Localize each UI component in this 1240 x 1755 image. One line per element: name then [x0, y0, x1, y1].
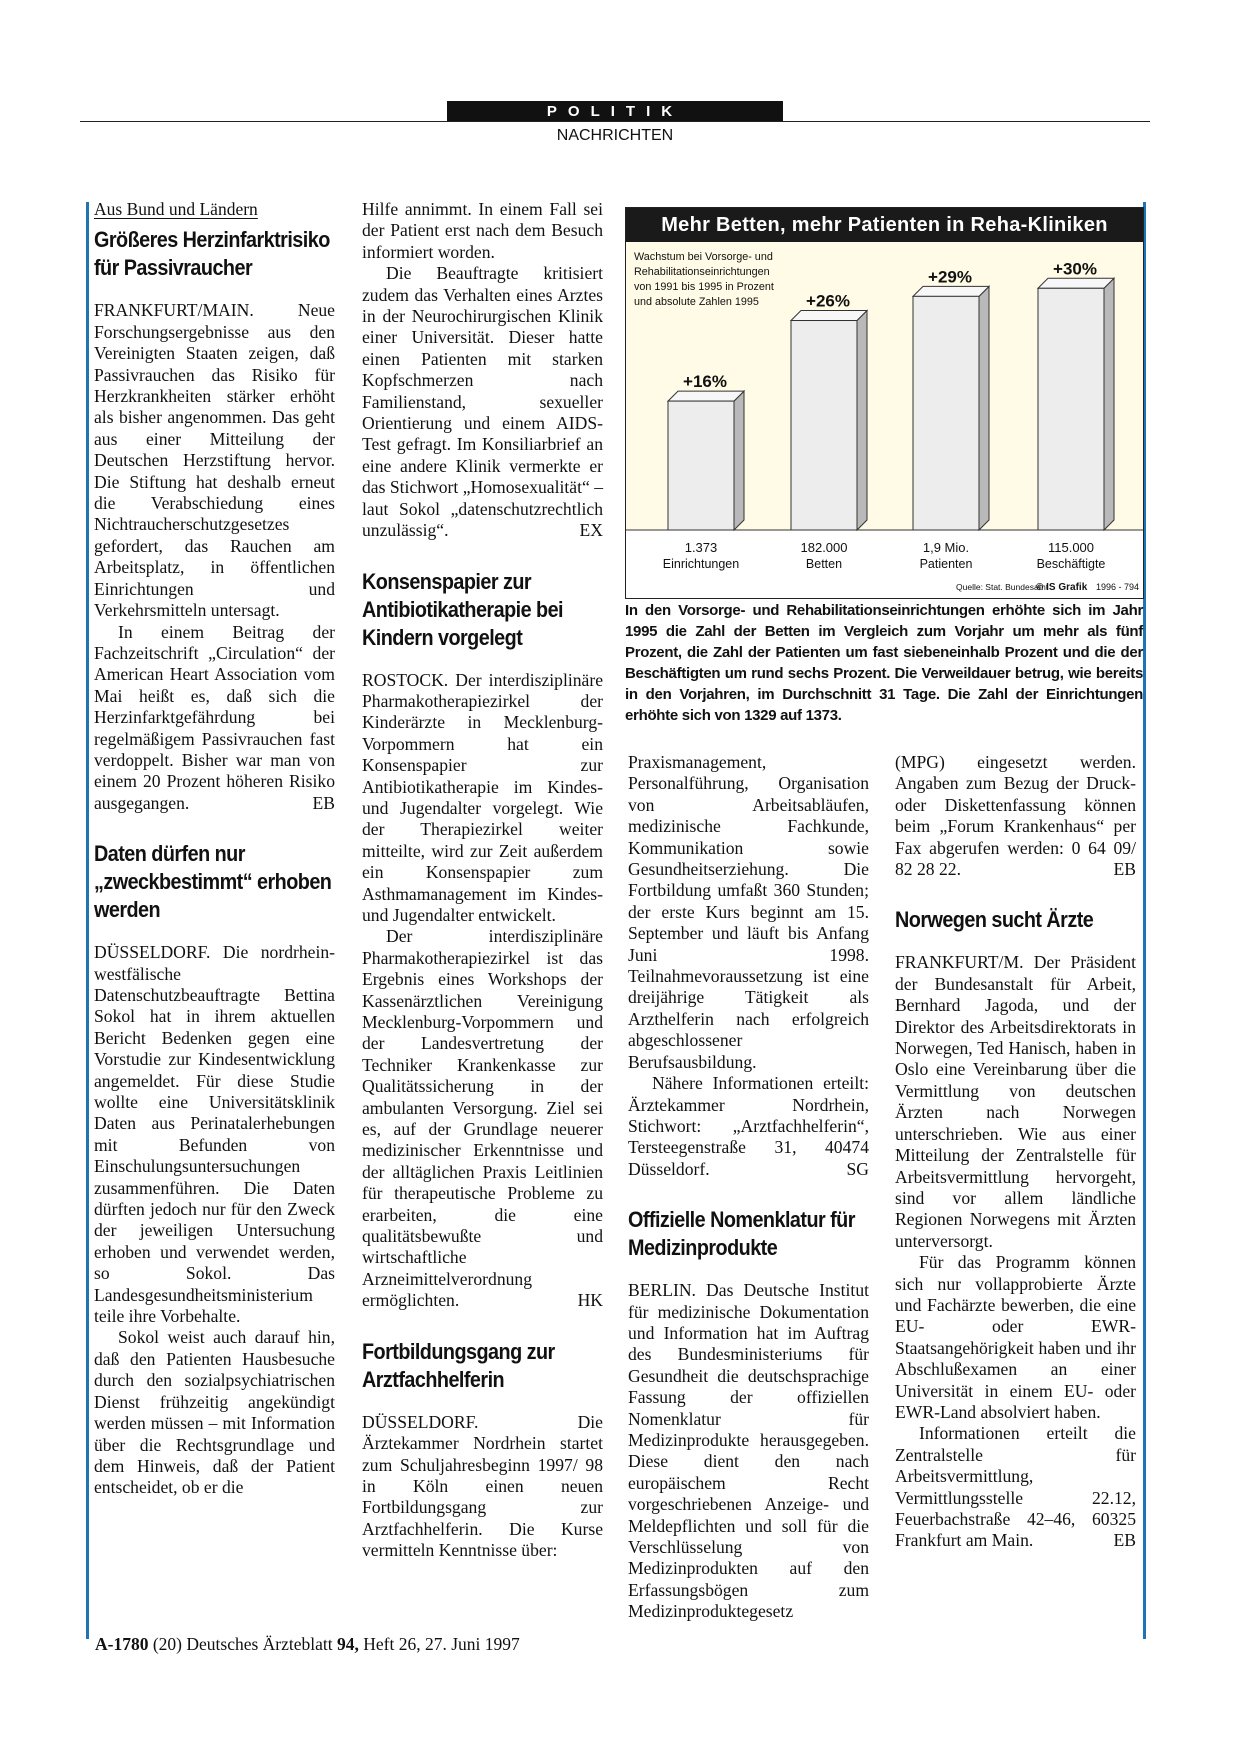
rubric: Aus Bund und Ländern — [94, 199, 258, 219]
category-label: Patienten — [919, 557, 973, 571]
bar-top — [1038, 278, 1114, 288]
headline-passivraucher: Größeres Herzinfarktrisiko für Passivraucher — [94, 227, 330, 281]
signature: HK — [577, 1290, 603, 1311]
absolute-label: 1,9 Mio. — [922, 540, 970, 555]
headline-nomenklatur: Offizielle Nomenklatur für Medizinprodukte — [628, 1207, 855, 1261]
signature: EB — [1113, 1530, 1136, 1551]
value-label: +30% — [1053, 259, 1097, 279]
norwegen-p3: Informationen erteilt die Zentralstelle für Arbeitsvermittlung, Vermittlungsstelle 22.12, Feuerbachstraße 42–46, 60325 Frankfurt am Main. EB — [895, 1423, 1136, 1551]
daten-p1: DÜSSELDORF. Die nordrhein-westfälische Datenschutzbeauftragte Bettina Sokol hat in ihrem aktuellen Bericht Bedenken gegen eine Vorstudie zur Kindesentwicklung angemeldet. Für diese Studie wollte eine Universitätsklinik Daten aus Perinatalerhebungen mit Befunden von Einschulungsuntersuchungen zusammenführen. Die Daten dürften jedoch nur für den Zweck der jeweiligen Untersuchung erhoben und verwendet werden, so Sokol. Das Landesgesundheitsministerium teile ihre Vorbehalte. — [94, 942, 335, 1327]
absolute-label: 115.000 — [1047, 540, 1095, 555]
bar-top — [668, 391, 744, 401]
volume: 94, — [337, 1634, 359, 1654]
bar-side — [857, 311, 867, 530]
absolute-label: 182.000 — [800, 540, 848, 555]
headline-konsens: Konsenspapier zur Antibiotikatherapie bei Kindern vorgelegt — [362, 568, 564, 650]
headline-norwegen: Norwegen sucht Ärzte — [895, 907, 1094, 933]
bar-patienten — [913, 296, 979, 530]
chart-title: Mehr Betten, mehr Patienten in Reha-Kliniken — [626, 208, 1143, 242]
signature: SG — [846, 1158, 869, 1179]
fortbildung-p2: Praxismanagement, Personalführung, Organisation von Arbeitsabläufen, medizinische Fachkunde, Kommunikation sowie Gesundheitserziehung. Die Fortbildung umfaßt 360 Stunden; der erste Kurs beginnt am 15. September und läuft bis Anfang Juni 1998. Teilnahmevoraussetzung ist eine dreijährige Tätigkeit als Arzthelferin nach erfolgreich abgeschlossener Berufsausbildung. — [628, 752, 869, 1072]
daten-p4: Die Beauftragte kritisiert zudem das Verhalten eines Arztes in der Neurochirurgischen Klinik einer Universität. Dieser hatte einen Patienten mit starken Kopfschmerzen nach Familienstand, sexueller Orientierung und einem AIDS-Test gefragt. Im Konsiliarbrief an eine andere Klinik vermerkte er das Stichwort „Homosexualität“ – laut Sokol „datenschutzrechtlich unzulässig“. EX — [362, 263, 603, 541]
headline-fortbildung: Fortbildungsgang zur Arztfachhelferin — [362, 1338, 555, 1392]
signature: EB — [312, 792, 335, 813]
norwegen-p2: Für das Programm können sich nur vollapprobierte Ärzte und Fachärzte bewerben, die eine EU- oder EWR-Staatsangehörigkeit haben und ihr Abschlußexamen an einer Universität in einem EU- oder EWR-Land absolviert haben. — [895, 1252, 1136, 1422]
bar-beschäftigte — [1038, 288, 1104, 530]
value-label: +16% — [683, 372, 727, 392]
chart-subtitle: Wachstum bei Vorsorge- und Rehabilitationseinrichtungen von 1991 bis 1995 in Prozent und absolute Zahlen 1995 — [634, 251, 774, 308]
nomenklatur-p1: BERLIN. Das Deutsche Institut für medizinische Dokumentation und Information hat im Auftrag des Bundesministeriums für Gesundheit die deutschsprachige Fassung der offiziellen Nomenklatur für Medizinprodukte herausgegeben. Diese dient den nach europäischem Recht vorgeschriebenen Anzeige- und Meldepflichten und soll für die Verschlüsselung von Medizinprodukten auf den Erfassungsbögen zum Medizinproduktegesetz — [628, 1280, 869, 1622]
issue: Heft 26, 27. Juni 1997 — [363, 1634, 520, 1654]
chart-credit-code: 1996 - 794 — [1096, 582, 1140, 592]
konsens-p1: ROSTOCK. Der interdisziplinäre Pharmakotherapiezirkel der Kinderärzte in Mecklenburg-Vorpommern hat ein Konsenspapier zur Antibiotikatherapie im Kindes- und Jugendalter vorgelegt. Wie der Therapiezirkel weiter mitteilte, wird zur Zeit außerdem ein Konsenspapier zum Asthmamanagement im Kindes- und Jugendalter entwickelt. — [362, 669, 603, 925]
section-label: POLITIK — [447, 101, 783, 122]
headline-daten: Daten dürfen nur „zweckbestimmt“ erhoben werden — [94, 841, 332, 923]
column-1 — [94, 199, 335, 1499]
value-label: +29% — [928, 267, 972, 287]
bar-side — [1104, 278, 1114, 530]
nomenklatur-p2: (MPG) eingesetzt werden. Angaben zum Bezug der Druck- oder Diskettenfassung können beim „Forum Krankenhaus“ per Fax abgerufen werden: 0 64 09/ 82 28 22. EB — [895, 752, 1136, 880]
journal-name: (20) Deutsches Ärzteblatt — [152, 1634, 333, 1654]
chart-caption: In den Vorsorge- und Rehabilitationseinrichtungen erhöhte sich im Jahr 1995 die Zahl der Betten im Vergleich zum Vorjahr um mehr als fünf Prozent, die Zahl der Patienten um fast siebeneinhalb Prozent und die der Beschäftigten um rund sechs Prozent. Die Verweildauer betrug, wie bereits in den Vorjahren, im Durchschnitt 31 Tage. Die Zahl der Einrichtungen erhöhte sich von 1329 auf 1373. — [625, 602, 1143, 724]
passivraucher-p1: FRANKFURT/MAIN. Neue Forschungsergebnisse aus den Vereinigten Staaten zeigen, daß Passivrauchen das Risiko für Herzkrankheiten stärker erhöht als bisher angenommen. Das geht aus einer Mitteilung der Deutschen Herzstiftung hervor. Die Stiftung hat deshalb erneut die Verabschiedung eines Nichtraucherschutzgesetzes gefordert, das Rauchen am Arbeitsplatz, in öffentlichen Einrichtungen und Verkehrsmitteln untersagt. — [94, 300, 335, 621]
chart — [625, 207, 1144, 599]
header-rule — [80, 121, 1150, 122]
category-label: Beschäftigte — [1036, 557, 1106, 571]
column-3 — [628, 752, 869, 1623]
left-accent-rule — [86, 202, 89, 1639]
value-label: +26% — [806, 291, 850, 311]
page-footer — [95, 1634, 520, 1655]
bar-top — [913, 286, 989, 296]
passivraucher-p2: In einem Beitrag der Fachzeitschrift „Circulation“ der American Heart Association vom Mai heißt es, daß sich die Herzinfarktgefährdung bei regelmäßigem Passivrauchen fast verdoppelt. Bisher war man von einem 20 Prozent höheren Risiko ausgegangen. EB — [94, 621, 335, 813]
fortbildung-p3: Nähere Informationen erteilt: Ärztekammer Nordrhein, Stichwort: „Arztfachhelferin“, Tersteegenstraße 31, 40474 Düsseldorf. SG — [628, 1073, 869, 1179]
category-label: Betten — [805, 557, 843, 571]
column-4 — [895, 752, 1136, 1552]
subsection-label: NACHRICHTEN — [556, 127, 674, 144]
signature: EX — [579, 520, 603, 541]
chart-credit: © IS Grafik — [1036, 582, 1088, 593]
fortbildung-p1: DÜSSELDORF. Die Ärztekammer Nordrhein startet zum Schuljahresbeginn 1997/ 98 in Köln einen neuen Fortbildungsgang zur Arztfachhelferin. Die Kurse vermitteln Kenntnisse über: — [362, 1411, 603, 1561]
norwegen-p1: FRANKFURT/M. Der Präsident der Bundesanstalt für Arbeit, Bernhard Jagoda, und der Direktor des Arbeitsdirektorats in Norwegen, Ted Hanisch, haben in Oslo eine Vereinbarung über die Vermittlung von deutschen Ärzten nach Norwegen unterschrieben. Wie aus einer Mitteilung der Zentralstelle für Arbeitsvermittlung hervorgeht, sind vor allem ländliche Regionen Norwegens mit Ärzten unterversorgt. — [895, 952, 1136, 1251]
bar-side — [734, 391, 744, 530]
signature: EB — [1113, 859, 1136, 880]
chart-plot — [626, 208, 1143, 598]
bar-side — [979, 286, 989, 530]
page-number: A-1780 — [95, 1634, 149, 1654]
daten-p2: Sokol weist auch darauf hin, daß den Patienten Hausbesuche durch den sozialpsychiatrischen Dienst frühzeitig angekündigt werden müssen – mit Information über die Rechtsgrundlage und dem Hinweis, daß der Patient entscheidet, ob er die — [94, 1327, 335, 1498]
column-2 — [362, 199, 603, 1562]
konsens-p2: Der interdisziplinäre Pharmakotherapiezirkel ist das Ergebnis eines Workshops der Kassenärztlichen Vereinigung Mecklenburg-Vorpommern und der Landesvertretung der Techniker Krankenkasse zur Qualitätssicherung in der ambulanten Versorgung. Ziel sei es, auf der Grundlage neuerer medizinischer Erkenntnisse und der alltäglichen Praxis Leitlinien für therapeutische Probleme zu erarbeiten, die eine qualitätsbewußte und wirtschaftliche Arzneimittelverordnung ermöglichten. HK — [362, 926, 603, 1311]
category-label: Einrichtungen — [662, 557, 740, 571]
bar-top — [791, 311, 867, 321]
bar-einrichtungen — [668, 401, 734, 530]
chart-source: Quelle: Stat. Bundesamt — [956, 582, 1049, 592]
daten-p3: Hilfe annimmt. In einem Fall sei der Patient erst nach dem Besuch informiert worden. — [362, 199, 603, 262]
absolute-label: 1.373 — [684, 540, 718, 555]
bar-betten — [791, 321, 857, 530]
